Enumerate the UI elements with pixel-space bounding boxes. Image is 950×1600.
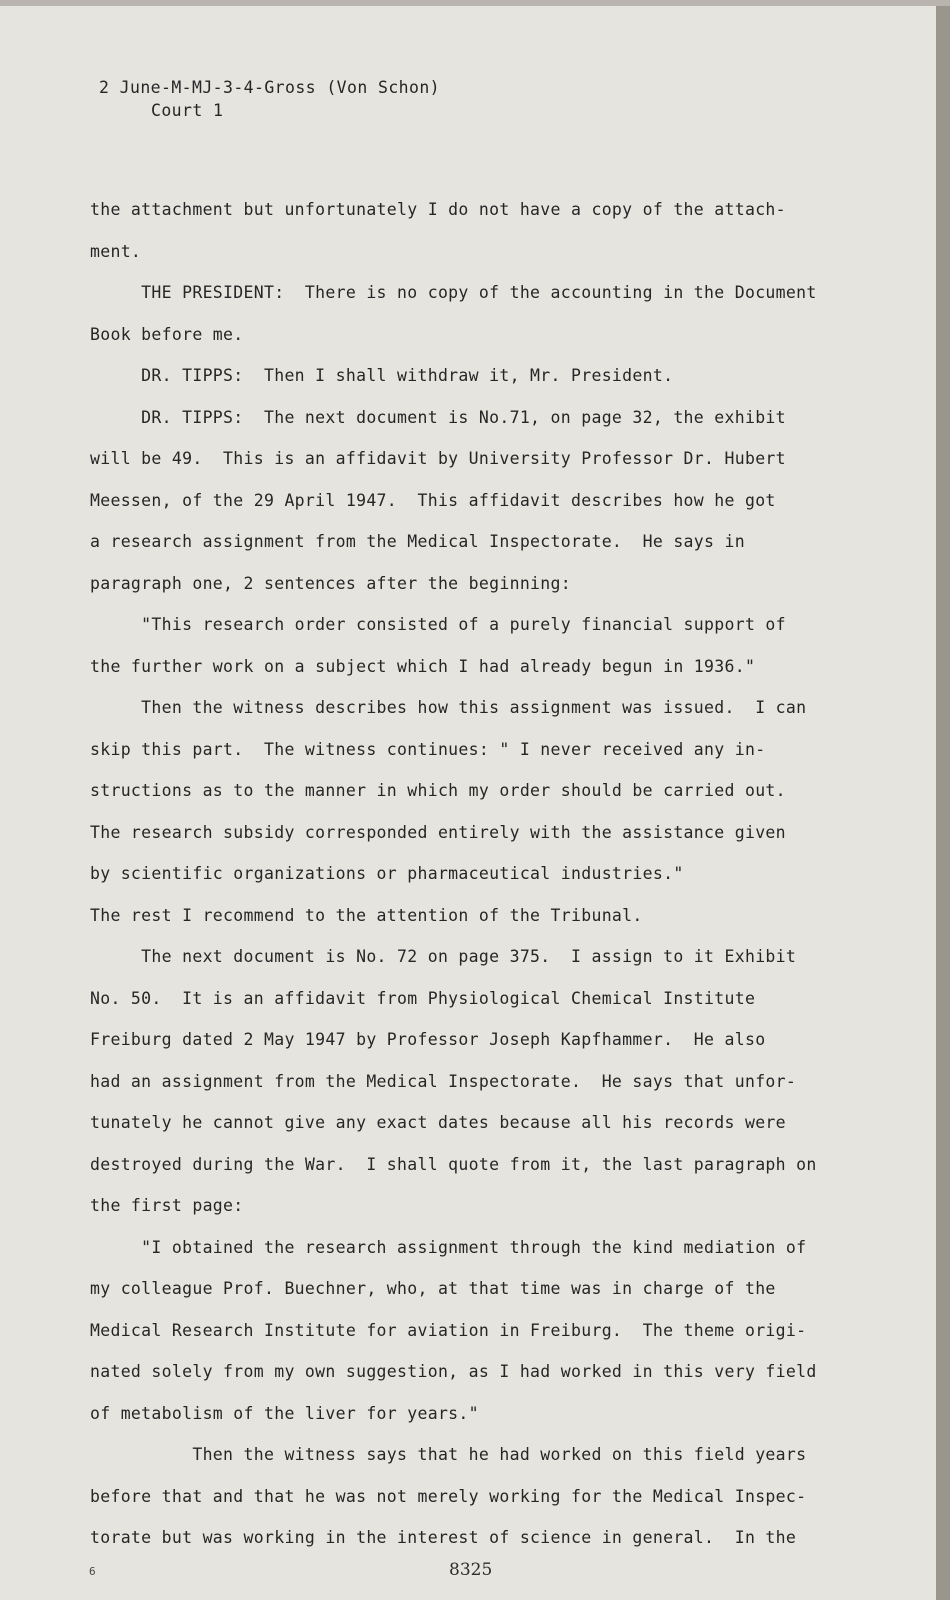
- text-line: Medical Research Institute for aviation in Freiburg. The theme origi-: [90, 1320, 807, 1340]
- text-line: Then the witness describes how this assignment was issued. I can: [90, 698, 807, 717]
- text-line: a research assignment from the Medical Inspectorate. He says in: [90, 532, 745, 551]
- text-line: my colleague Prof. Buechner, who, at that time was in charge of the: [90, 1279, 776, 1298]
- page-top-edge: [0, 0, 950, 6]
- header-court-line: Court 1: [151, 101, 224, 120]
- text-line: torate but was working in the interest of science in general. In the: [90, 1528, 797, 1547]
- text-line: the attachment but unfortunately I do not have a copy of the attach-: [90, 200, 786, 219]
- text-line: the further work on a subject which I had already begun in 1936.": [90, 656, 756, 676]
- text-line: DR. TIPPS: Then I shall withdraw it, Mr. President.: [90, 366, 674, 385]
- text-line: No. 50. It is an affidavit from Physiological Chemical Institute: [90, 988, 756, 1008]
- transcript-body: [90, 198, 830, 1568]
- text-line: "I obtained the research assignment through the kind mediation of: [90, 1237, 807, 1257]
- text-line: the first page:: [90, 1196, 244, 1215]
- text-line: had an assignment from the Medical Inspectorate. He says that unfor-: [90, 1071, 797, 1091]
- text-line: paragraph one, 2 sentences after the beginning:: [90, 573, 571, 593]
- text-line: destroyed during the War. I shall quote from it, the last paragraph on: [90, 1154, 817, 1174]
- text-line: will be 49. This is an affidavit by University Professor Dr. Hubert: [90, 449, 786, 468]
- text-line: structions as to the manner in which my order should be carried out.: [90, 781, 786, 800]
- header-reference-line: 2 June-M-MJ-3-4-Gross (Von Schon): [99, 78, 441, 97]
- text-line: Freiburg dated 2 May 1947 by Professor Joseph Kapfhammer. He also: [90, 1030, 766, 1049]
- corner-mark: 6: [89, 1565, 96, 1578]
- text-line: "This research order consisted of a purely financial support of: [90, 615, 786, 634]
- text-line: before that and that he was not merely working for the Medical Inspec-: [90, 1486, 807, 1506]
- text-line: THE PRESIDENT: There is no copy of the accounting in the Document: [90, 283, 817, 302]
- text-line: ment.: [90, 241, 142, 261]
- text-line: Meessen, of the 29 April 1947. This affidavit describes how he got: [90, 490, 776, 510]
- text-line: nated solely from my own suggestion, as I had worked in this very field: [90, 1362, 817, 1381]
- page-number: 8325: [449, 1560, 493, 1580]
- text-line: skip this part. The witness continues: " I never received any in-: [90, 739, 766, 759]
- text-line: of metabolism of the liver for years.": [90, 1403, 479, 1423]
- text-line: The next document is No. 72 on page 375. I assign to it Exhibit: [90, 947, 797, 966]
- text-line: Book before me.: [90, 324, 244, 344]
- text-line: by scientific organizations or pharmaceutical industries.": [90, 864, 684, 883]
- text-line: DR. TIPPS: The next document is No.71, on page 32, the exhibit: [90, 407, 786, 427]
- text-line: The rest I recommend to the attention of the Tribunal.: [90, 905, 643, 925]
- text-line: tunately he cannot give any exact dates because all his records were: [90, 1113, 786, 1132]
- text-line: The research subsidy corresponded entirely with the assistance given: [90, 822, 786, 842]
- text-line: Then the witness says that he had worked on this field years: [90, 1445, 807, 1464]
